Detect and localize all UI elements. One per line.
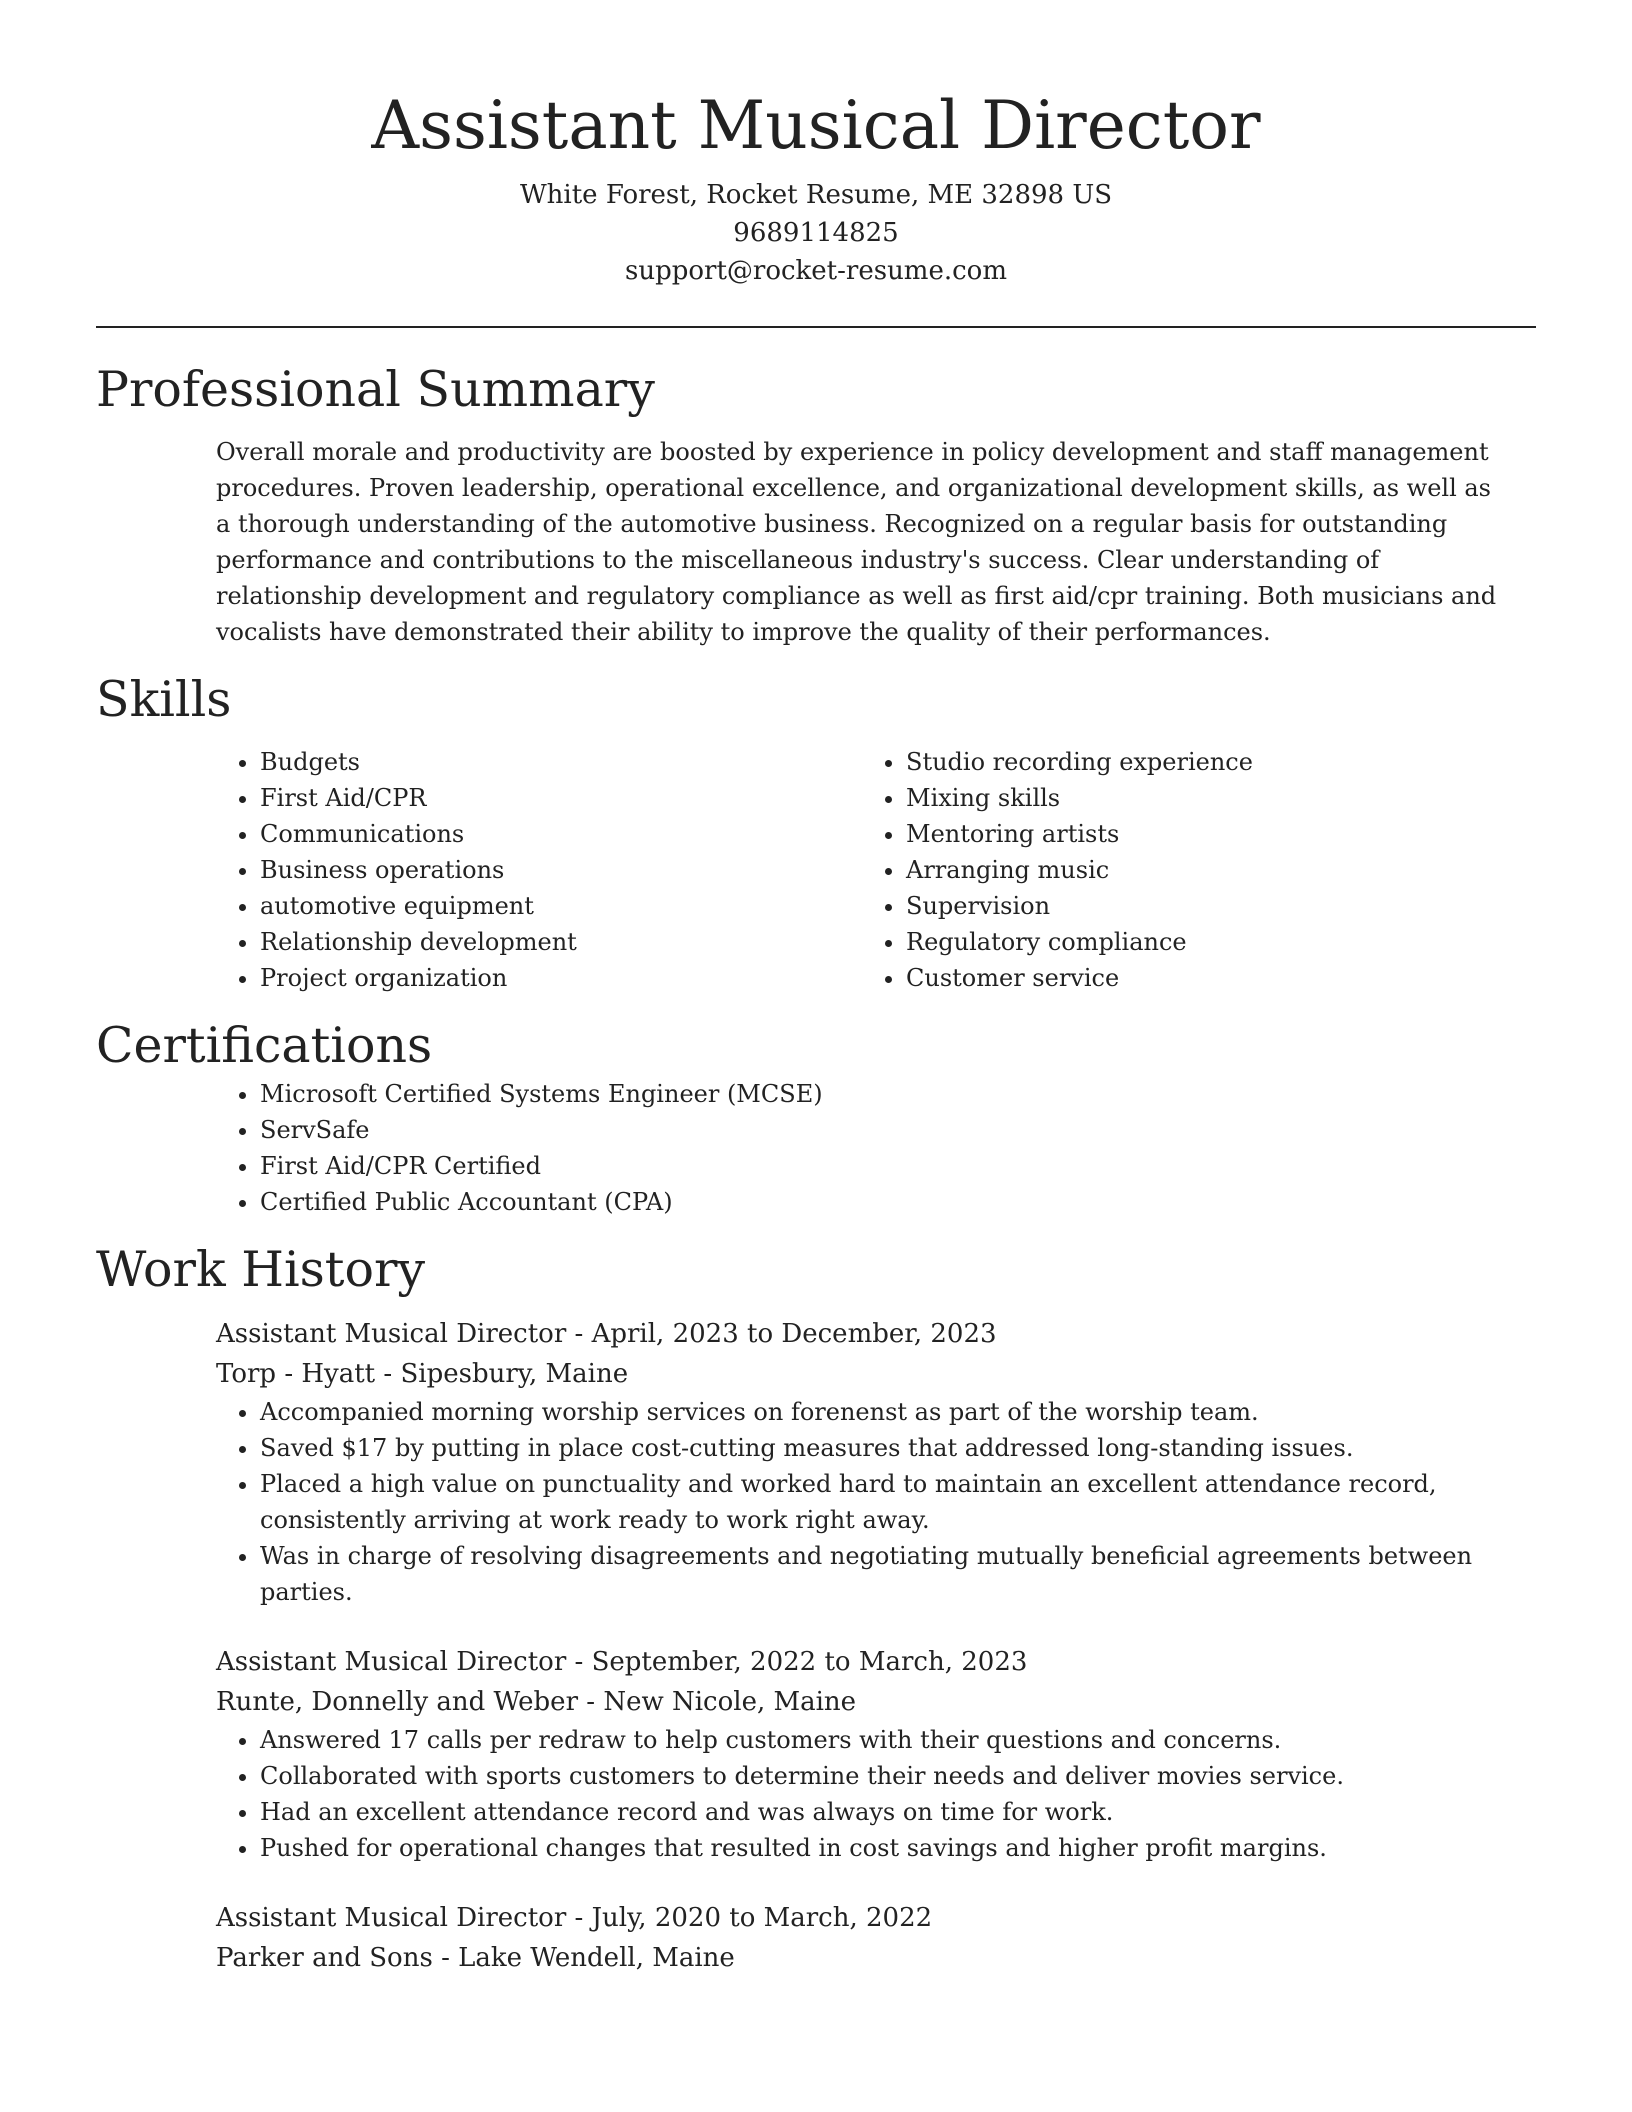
job-title: Assistant Musical Director xyxy=(216,1647,567,1677)
resume-page xyxy=(96,0,1536,1978)
skill-item: • Communications xyxy=(260,816,862,852)
job-bullet: • Accompanied morning worship services on forenenst as part of the worship team. xyxy=(260,1394,1508,1430)
job-entry xyxy=(216,1314,1508,1610)
job-title: Assistant Musical Director xyxy=(216,1903,567,1933)
job-bullet: • Collaborated with sports customers to determine their needs and deliver movies service. xyxy=(260,1758,1508,1794)
job-company-line xyxy=(216,1354,1508,1394)
contact-block xyxy=(96,176,1536,290)
skills-column-right xyxy=(862,744,1508,996)
skill-item: • Mentoring artists xyxy=(906,816,1508,852)
skill-item: • Regulatory compliance xyxy=(906,924,1508,960)
header-divider xyxy=(96,326,1536,328)
job-bullet: • Was in charge of resolving disagreements and negotiating mutually beneficial agreements between parties. xyxy=(260,1538,1508,1610)
job-bullet: • Placed a high value on punctuality and worked hard to maintain an excellent attendance record, consistently arriving at work ready to work right away. xyxy=(260,1466,1508,1538)
skill-item: • Customer service xyxy=(906,960,1508,996)
skill-item: • Mixing skills xyxy=(906,780,1508,816)
job-entry xyxy=(216,1898,1508,1978)
work-history-heading: Work History xyxy=(96,1241,426,1298)
job-title-line xyxy=(216,1898,1508,1938)
contact-phone: 9689114825 xyxy=(733,218,899,248)
summary-heading: Professional Summary xyxy=(96,361,655,418)
job-dates: - September, 2022 to March, 2023 xyxy=(566,1647,1028,1677)
resume-header xyxy=(96,0,1536,290)
job-location: - New Nicole, Maine xyxy=(578,1687,857,1717)
skill-item: • Project organization xyxy=(260,960,862,996)
job-title-line xyxy=(216,1314,1508,1354)
work-history-section xyxy=(96,1240,1536,1978)
job-dates: - July, 2020 to March, 2022 xyxy=(566,1903,933,1933)
skills-section xyxy=(96,670,1536,996)
job-location: - Sipesbury, Maine xyxy=(375,1359,629,1389)
job-dates: - April, 2023 to December, 2023 xyxy=(566,1319,997,1349)
certifications-section xyxy=(96,1016,1536,1220)
skill-item: • Relationship development xyxy=(260,924,862,960)
certification-item: • ServSafe xyxy=(260,1112,1508,1148)
candidate-name: Assistant Musical Director xyxy=(371,87,1261,164)
job-company-line xyxy=(216,1938,1508,1978)
job-bullets xyxy=(216,1722,1508,1866)
job-bullet: • Saved $17 by putting in place cost-cutting measures that addressed long-standing issues. xyxy=(260,1430,1508,1466)
job-bullet: • Had an excellent attendance record and was always on time for work. xyxy=(260,1794,1508,1830)
skill-item: • Supervision xyxy=(906,888,1508,924)
certification-item: • First Aid/CPR Certified xyxy=(260,1148,1508,1184)
skill-item: • Studio recording experience xyxy=(906,744,1508,780)
job-entry xyxy=(216,1642,1508,1866)
job-title-line xyxy=(216,1642,1508,1682)
certifications-heading: Certifications xyxy=(96,1017,433,1074)
job-bullet: • Pushed for operational changes that resulted in cost savings and higher profit margins. xyxy=(260,1830,1508,1866)
skill-item: • Budgets xyxy=(260,744,862,780)
job-company-line xyxy=(216,1682,1508,1722)
summary-text: Overall morale and productivity are boosted by experience in policy development and staff management procedures. Proven leadership, operational excellence, and organizational development skills, as well as a thorough understanding of the automotive business. Recognized on a regular basis for outstanding performance and contributions to the miscellaneous industry's success. Clear understanding of relationship development and regulatory compliance as well as first aid/cpr training. Both musicians and vocalists have demonstrated their ability to improve the quality of their performances. xyxy=(216,438,1497,646)
job-bullets xyxy=(216,1394,1508,1610)
job-title: Assistant Musical Director xyxy=(216,1319,567,1349)
skills-column-left xyxy=(216,744,862,996)
job-bullet: • Answered 17 calls per redraw to help customers with their questions and concerns. xyxy=(260,1722,1508,1758)
skill-item: • First Aid/CPR xyxy=(260,780,862,816)
summary-section xyxy=(96,360,1536,650)
job-company: Torp - Hyatt xyxy=(216,1359,376,1389)
skill-item: • automotive equipment xyxy=(260,888,862,924)
certification-item: • Certified Public Accountant (CPA) xyxy=(260,1184,1508,1220)
skill-item: • Business operations xyxy=(260,852,862,888)
job-company: Runte, Donnelly and Weber xyxy=(216,1687,578,1717)
contact-email: support@rocket-resume.com xyxy=(624,256,1007,286)
skills-heading: Skills xyxy=(96,671,232,728)
skill-item: • Arranging music xyxy=(906,852,1508,888)
contact-address: White Forest, Rocket Resume, ME 32898 US xyxy=(519,180,1113,210)
job-location: - Lake Wendell, Maine xyxy=(432,1943,735,1973)
skills-grid xyxy=(216,744,1508,996)
job-company: Parker and Sons xyxy=(216,1943,433,1973)
certification-item: • Microsoft Certified Systems Engineer (MCSE) xyxy=(260,1076,1508,1112)
certifications-list xyxy=(216,1076,1508,1220)
